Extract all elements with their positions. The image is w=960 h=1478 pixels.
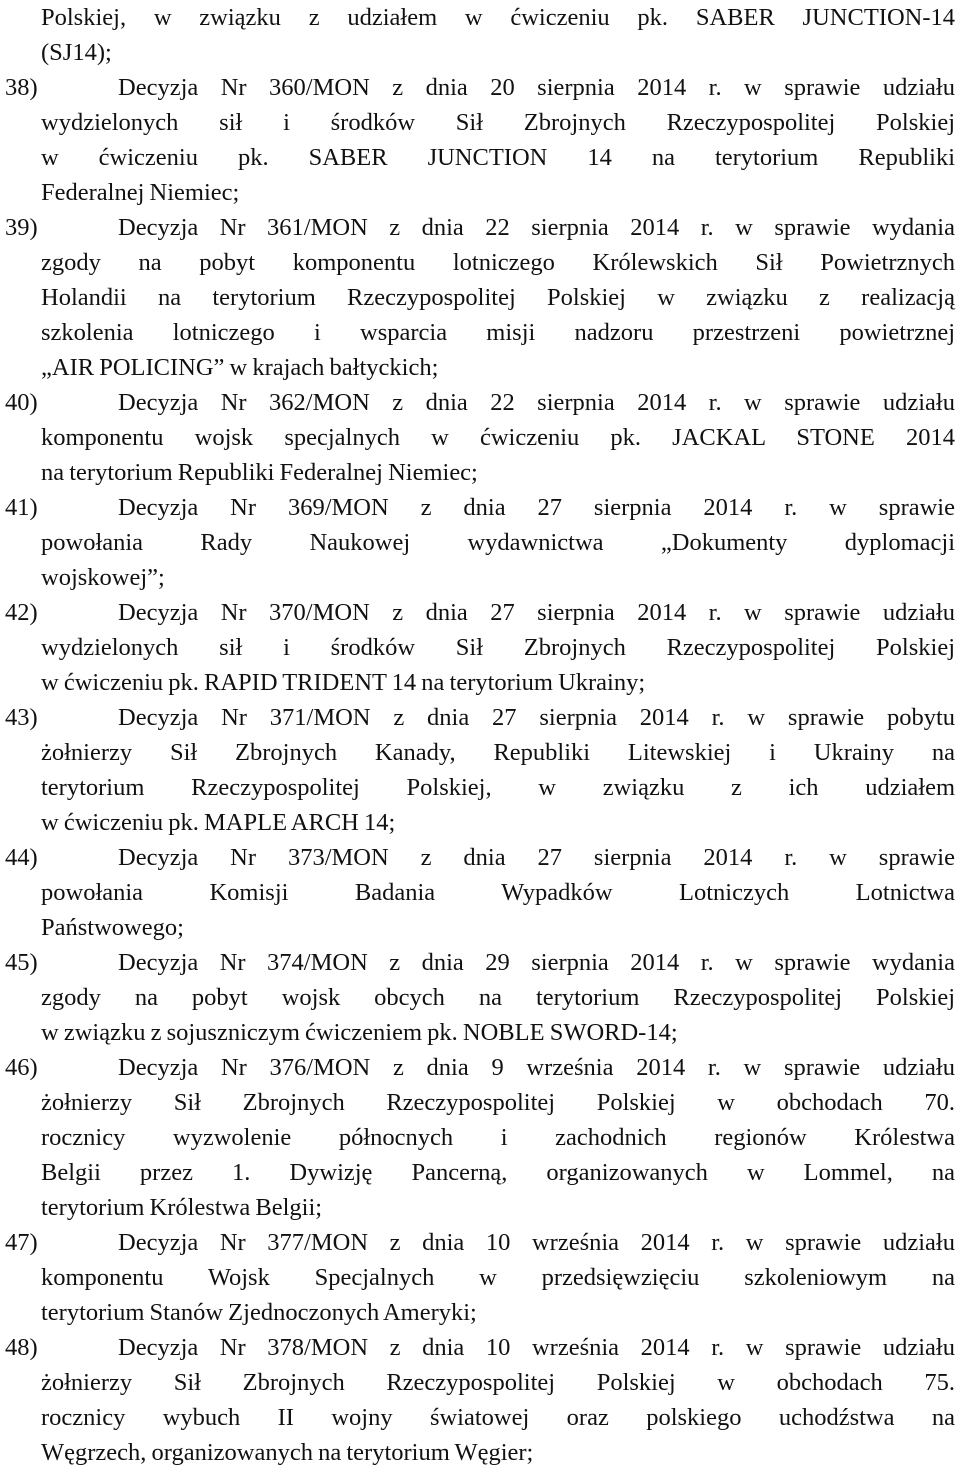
item-line: Węgrzech, organizowanych na terytorium Węgier; [41,1439,534,1466]
item-number: 43) [5,704,38,731]
item-line: żołnierzy Sił Zbrojnych Rzeczypospolitej Polskiej w obchodach 70. [41,1089,955,1116]
list-item [5,1050,955,1225]
item-number: 42) [5,599,38,626]
list-item [5,70,955,210]
item-line: rocznicy wyzwolenie północnych i zachodnich regionów Królestwa [41,1124,955,1151]
item-number: 48) [5,1334,38,1361]
item-line: Decyzja Nr 378/MON z dnia 10 września 2014 r. w sprawie udziału [118,1334,955,1361]
item-line: komponentu wojsk specjalnych w ćwiczeniu pk. JACKAL STONE 2014 [41,424,955,451]
list-item [5,1330,955,1470]
item-text [41,1225,955,1330]
item-text [41,385,955,490]
item-line: wydzielonych sił i środków Sił Zbrojnych Rzeczypospolitej Polskiej [41,634,955,661]
item-text [41,595,955,700]
item-line: na terytorium Republiki Federalnej Niemiec; [41,459,478,486]
list-item [5,700,955,840]
list-item [5,1225,955,1330]
item-number: 39) [5,214,38,241]
list-item [5,840,955,945]
item-line: wojskowej”; [41,564,165,591]
item-line: terytorium Rzeczypospolitej Polskiej, w związku z ich udziałem [41,774,955,801]
item-line: Decyzja Nr 373/MON z dnia 27 sierpnia 2014 r. w sprawie [118,844,955,871]
continuation-line: Polskiej, w związku z udziałem w ćwiczeniu pk. SABER JUNCTION-14 [41,4,955,31]
item-line: terytorium Królestwa Belgii; [41,1194,323,1221]
continuation-paragraph [41,0,955,70]
item-text [41,1050,955,1225]
item-line: szkolenia lotniczego i wsparcia misji nadzoru przestrzeni powietrznej [41,319,955,346]
item-line: w ćwiczeniu pk. MAPLE ARCH 14; [41,809,396,836]
item-line: powołania Rady Naukowej wydawnictwa „Dokumenty dyplomacji [41,529,955,556]
item-number: 40) [5,389,38,416]
list-item [5,945,955,1050]
item-number: 44) [5,844,38,871]
item-line: w ćwiczeniu pk. RAPID TRIDENT 14 na terytorium Ukrainy; [41,669,646,696]
item-number: 46) [5,1054,38,1081]
item-text [41,1330,955,1470]
item-line: Decyzja Nr 374/MON z dnia 29 sierpnia 2014 r. w sprawie wydania [118,949,955,976]
item-line: Państwowego; [41,914,184,941]
item-text [41,840,955,945]
list-item [5,385,955,490]
item-line: Decyzja Nr 377/MON z dnia 10 września 2014 r. w sprawie udziału [118,1229,955,1256]
item-line: „AIR POLICING” w krajach bałtyckich; [41,354,439,381]
item-line: Belgii przez 1. Dywizję Pancerną, organizowanych w Lommel, na [41,1159,955,1186]
item-line: w ćwiczeniu pk. SABER JUNCTION 14 na terytorium Republiki [41,144,955,171]
item-line: Decyzja Nr 376/MON z dnia 9 września 2014 r. w sprawie udziału [118,1054,955,1081]
item-number: 41) [5,494,38,521]
item-line: żołnierzy Sił Zbrojnych Rzeczypospolitej Polskiej w obchodach 75. [41,1369,955,1396]
item-line: rocznicy wybuch II wojny światowej oraz polskiego uchodźstwa na [41,1404,955,1431]
item-text [41,490,955,595]
item-line: Decyzja Nr 369/MON z dnia 27 sierpnia 2014 r. w sprawie [118,494,955,521]
item-number: 45) [5,949,38,976]
item-text [41,210,955,385]
item-line: Decyzja Nr 370/MON z dnia 27 sierpnia 2014 r. w sprawie udziału [118,599,955,626]
item-line: Decyzja Nr 371/MON z dnia 27 sierpnia 2014 r. w sprawie pobytu [118,704,955,731]
list-item [5,595,955,700]
item-line: Holandii na terytorium Rzeczypospolitej Polskiej w związku z realizacją [41,284,955,311]
item-text [41,945,955,1050]
item-line: Federalnej Niemiec; [41,179,240,206]
item-line: wydzielonych sił i środków Sił Zbrojnych Rzeczypospolitej Polskiej [41,109,955,136]
item-line: żołnierzy Sił Zbrojnych Kanady, Republiki Litewskiej i Ukrainy na [41,739,955,766]
item-line: powołania Komisji Badania Wypadków Lotniczych Lotnictwa [41,879,955,906]
item-line: komponentu Wojsk Specjalnych w przedsięwzięciu szkoleniowym na [41,1264,955,1291]
item-number: 38) [5,74,38,101]
item-text [41,70,955,210]
item-line: zgody na pobyt komponentu lotniczego Królewskich Sił Powietrznych [41,249,955,276]
continuation-line: (SJ14); [41,39,112,66]
item-line: w związku z sojuszniczym ćwiczeniem pk. NOBLE SWORD-14; [41,1019,678,1046]
item-text [41,700,955,840]
item-line: terytorium Stanów Zjednoczonych Ameryki; [41,1299,477,1326]
item-line: zgody na pobyt wojsk obcych na terytorium Rzeczypospolitej Polskiej [41,984,955,1011]
list-item [5,490,955,595]
item-number: 47) [5,1229,38,1256]
item-line: Decyzja Nr 360/MON z dnia 20 sierpnia 2014 r. w sprawie udziału [118,74,955,101]
item-line: Decyzja Nr 362/MON z dnia 22 sierpnia 2014 r. w sprawie udziału [118,389,955,416]
list-item [5,210,955,385]
item-line: Decyzja Nr 361/MON z dnia 22 sierpnia 2014 r. w sprawie wydania [118,214,955,241]
